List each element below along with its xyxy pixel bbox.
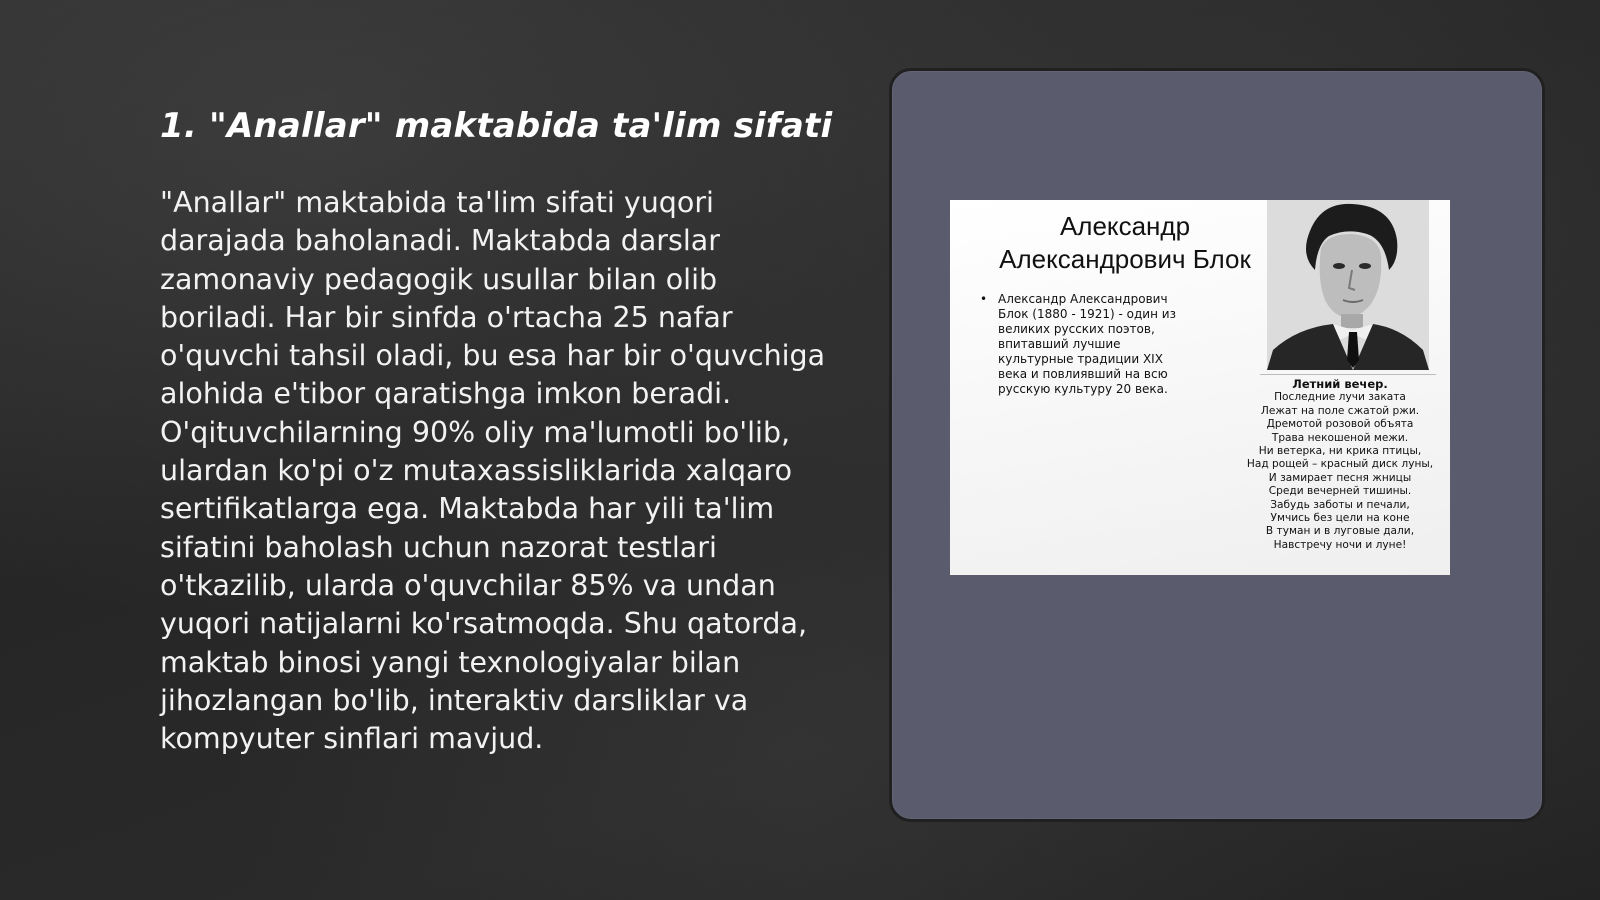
poem-line: Дремотой розовой объята: [1266, 418, 1414, 431]
poem-line: Навстречу ночи и луне!: [1273, 538, 1407, 551]
embedded-bullet: [980, 292, 1195, 397]
embedded-slide-title: [980, 210, 1270, 276]
poem-line: Забудь заботы и печали,: [1270, 498, 1410, 511]
poem-line: Над рощей – красный диск луны,: [1246, 458, 1434, 471]
embedded-bullet-text: Александр Александрович Блок (1880 - 1921) - один из великих русских поэтов, впитавший лучшие культурные традиции XIX века и повлиявший на всю русскую культуру 20 века.: [998, 292, 1176, 396]
poem-line: Лежат на поле сжатой ржи.: [1260, 404, 1420, 417]
slide-heading: 1. "Anallar" maktabida ta'lim sifati: [160, 106, 833, 146]
poem-line: Трава некошеной межи.: [1271, 431, 1409, 444]
poem-line: В туман и в луговые дали,: [1265, 525, 1415, 538]
bullet-dot-icon: •: [980, 292, 988, 306]
poem-line: Последние лучи заката: [1274, 391, 1406, 404]
poem-block: [1240, 378, 1440, 552]
embedded-title-line-2: Александрович Блок: [999, 244, 1251, 274]
poem-line: Умчись без цели на коне: [1270, 512, 1410, 525]
embedded-title-line-1: Александр: [1059, 211, 1191, 241]
poem-line: Среди вечерней тишины.: [1268, 485, 1412, 498]
portrait-illustration: [1267, 200, 1429, 370]
portrait-divider: [1260, 374, 1436, 375]
poem-title: Летний вечер.: [1292, 377, 1388, 391]
poem-line: Ни ветерка, ни крика птицы,: [1258, 445, 1422, 458]
slide-paragraph: "Anallar" maktabida ta'lim sifati yuqori darajada baholanadi. Maktabda darslar zamonaviy pedagogik usullar bilan olib boriladi. Har bir sinfda o'rtacha 25 nafar o'quvchi tahsil oladi, bu esa har bir o'quvchiga alohida e'tibor qaratishga imkon beradi. O'qituvchilarning 90% oliy ma'lumotli bo'lib, ulardan ko'pi o'z mutaxassisliklarida xalqaro sertifikatlarga ega. Maktabda har yili ta'lim sifatini baholash uchun nazorat testlari o'tkazilib, ularda o'quvchilar 85% va undan yuqori natijalarni ko'rsatmoqda. Shu qatorda, maktab binosi yangi texnologiyalar bilan jihozlangan bo'lib, interaktiv darsliklar va kompyuter sinflari mavjud.: [160, 186, 826, 756]
poem-line: И замирает песня жницы: [1268, 471, 1412, 484]
portrait-photo: [1267, 200, 1429, 370]
embedded-slide-image: [950, 200, 1450, 575]
